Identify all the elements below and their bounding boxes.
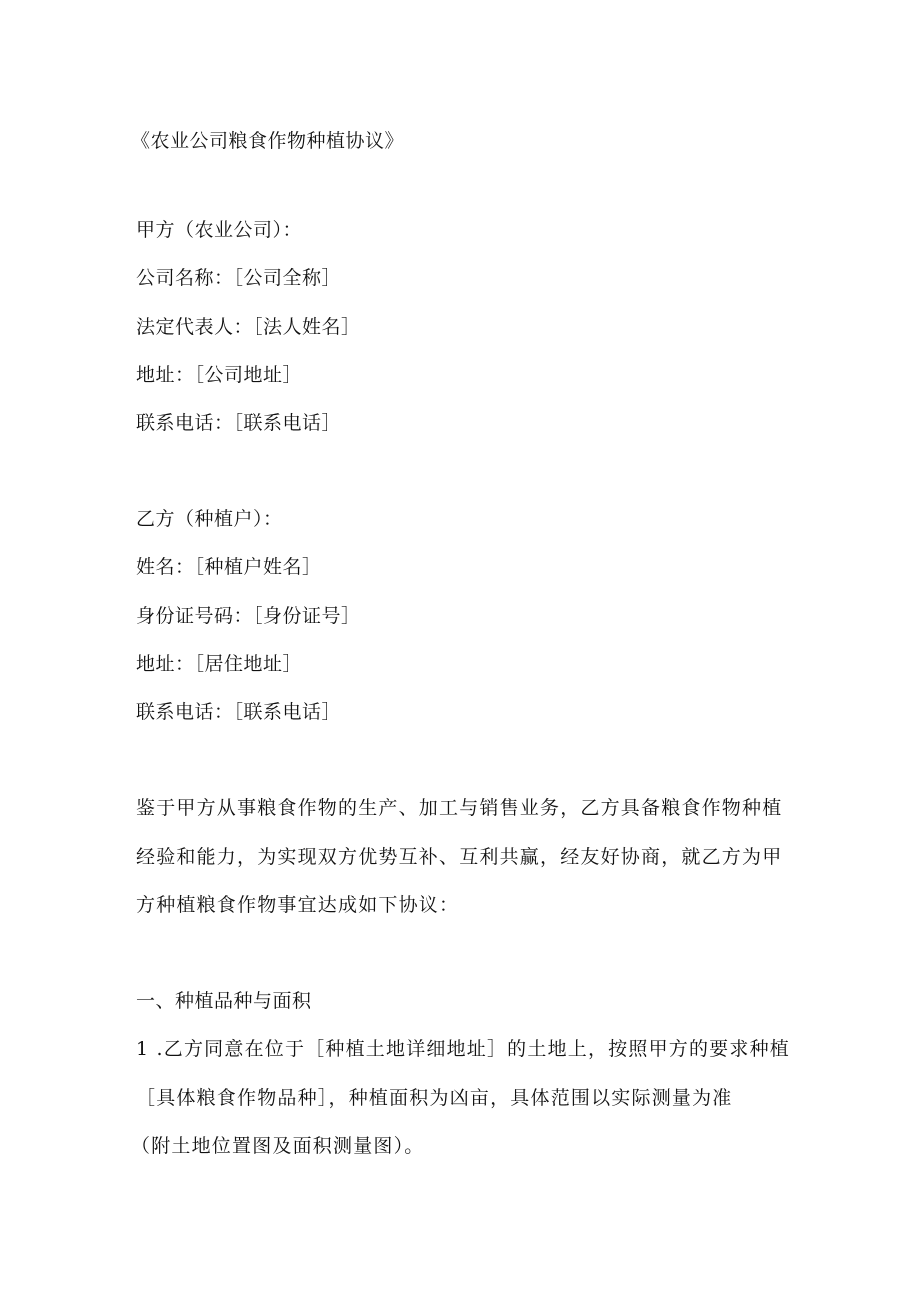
preamble-line: 方种植粮食作物事宜达成如下协议： [136,894,460,916]
party-a-phone: 联系电话：［联系电话］ [136,412,342,434]
party-b-phone: 联系电话：［联系电话］ [136,701,342,723]
party-a-address: 地址：［公司地址］ [136,364,303,386]
party-b-id-number: 身份证号码：［身份证号］ [136,605,361,627]
party-a-company-name: 公司名称：［公司全称］ [136,267,342,289]
clause-1-line: ［具体粮食作物品种］，种植面积为凶亩，具体范围以实际测量为准 [136,1087,733,1109]
clause-1-line: （附土地位置图及面积测量图）。 [131,1135,425,1157]
party-a-heading: 甲方（农业公司）： [136,219,303,241]
agreement-title: 《农业公司粮食作物种植协议》 [131,130,405,152]
section-1-heading: 一、种植品种与面积 [136,990,312,1012]
clause-1-line: 1 .乙方同意在位于［种植土地详细地址］的土地上，按照甲方的要求种植 [136,1038,790,1060]
party-b-address: 地址：［居住地址］ [136,653,303,675]
party-b-heading: 乙方（种植户）： [136,508,283,530]
preamble-line: 鉴于甲方从事粮食作物的生产、加工与销售业务，乙方具备粮食作物种植 [136,797,783,819]
party-a-legal-rep: 法定代表人：［法人姓名］ [136,316,361,338]
preamble-line: 经验和能力，为实现双方优势互补、互利共赢，经友好协商，就乙方为甲 [136,846,783,868]
party-b-name: 姓名：［种植户姓名］ [136,556,322,578]
